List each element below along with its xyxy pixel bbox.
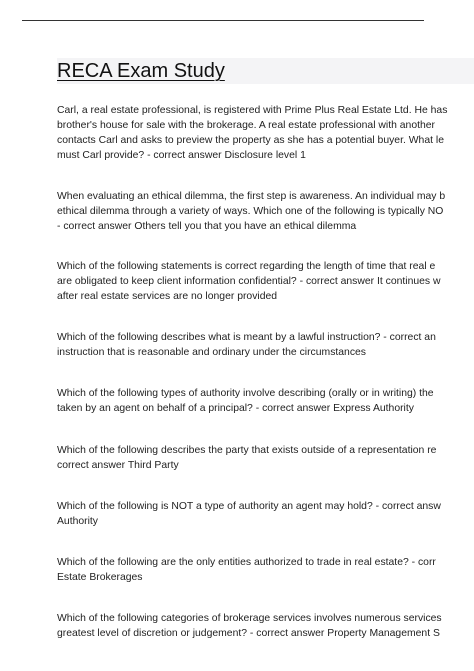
qa-line: must Carl provide? - correct answer Disclosure level 1 bbox=[57, 150, 306, 161]
qa-item bbox=[57, 189, 474, 234]
qa-line: Which of the following is NOT a type of authority an agent may hold? - correct answ bbox=[57, 501, 441, 512]
qa-item bbox=[57, 443, 474, 473]
qa-line: Carl, a real estate professional, is registered with Prime Plus Real Estate Ltd. He has bbox=[57, 105, 448, 116]
qa-line: Which of the following are the only entities authorized to trade in real estate? - corr bbox=[57, 557, 436, 568]
qa-line: ethical dilemma through a variety of ways. Which one of the following is typically NO bbox=[57, 206, 444, 217]
qa-item bbox=[57, 555, 474, 585]
qa-line: greatest level of discretion or judgement? - correct answer Property Management S bbox=[57, 628, 440, 639]
qa-line: Which of the following categories of brokerage services involves numerous services bbox=[57, 613, 442, 624]
qa-line: correct answer Third Party bbox=[57, 460, 179, 471]
qa-line: Which of the following types of authority involve describing (orally or in writing) the bbox=[57, 388, 434, 399]
qa-line: instruction that is reasonable and ordinary under the circumstances bbox=[57, 347, 366, 358]
qa-item bbox=[57, 386, 474, 416]
qa-item bbox=[57, 259, 474, 304]
document-title: RECA Exam Study bbox=[57, 60, 225, 82]
qa-line: Which of the following describes what is meant by a lawful instruction? - correct an bbox=[57, 332, 436, 343]
qa-line: Which of the following describes the party that exists outside of a representation re bbox=[57, 445, 437, 456]
qa-line: after real estate services are no longer provided bbox=[57, 291, 278, 302]
qa-line: contacts Carl and asks to preview the property as she has a potential buyer. What le bbox=[57, 135, 444, 146]
qa-line: - correct answer Others tell you that you have an ethical dilemma bbox=[57, 221, 357, 232]
qa-line: Which of the following statements is correct regarding the length of time that real e bbox=[57, 261, 436, 272]
qa-line: are obligated to keep client information confidential? - correct answer It continues w bbox=[57, 276, 441, 287]
qa-item bbox=[57, 611, 474, 641]
qa-line: taken by an agent on behalf of a principal? - correct answer Express Authority bbox=[57, 403, 414, 414]
qa-item bbox=[57, 330, 474, 360]
qa-item bbox=[57, 499, 474, 529]
qa-item bbox=[57, 103, 474, 163]
qa-line: Authority bbox=[57, 516, 99, 527]
qa-line: When evaluating an ethical dilemma, the first step is awareness. An individual may b bbox=[57, 191, 446, 202]
qa-line: brother's house for sale with the brokerage. A real estate professional with another bbox=[57, 120, 435, 131]
qa-line: Estate Brokerages bbox=[57, 572, 143, 583]
